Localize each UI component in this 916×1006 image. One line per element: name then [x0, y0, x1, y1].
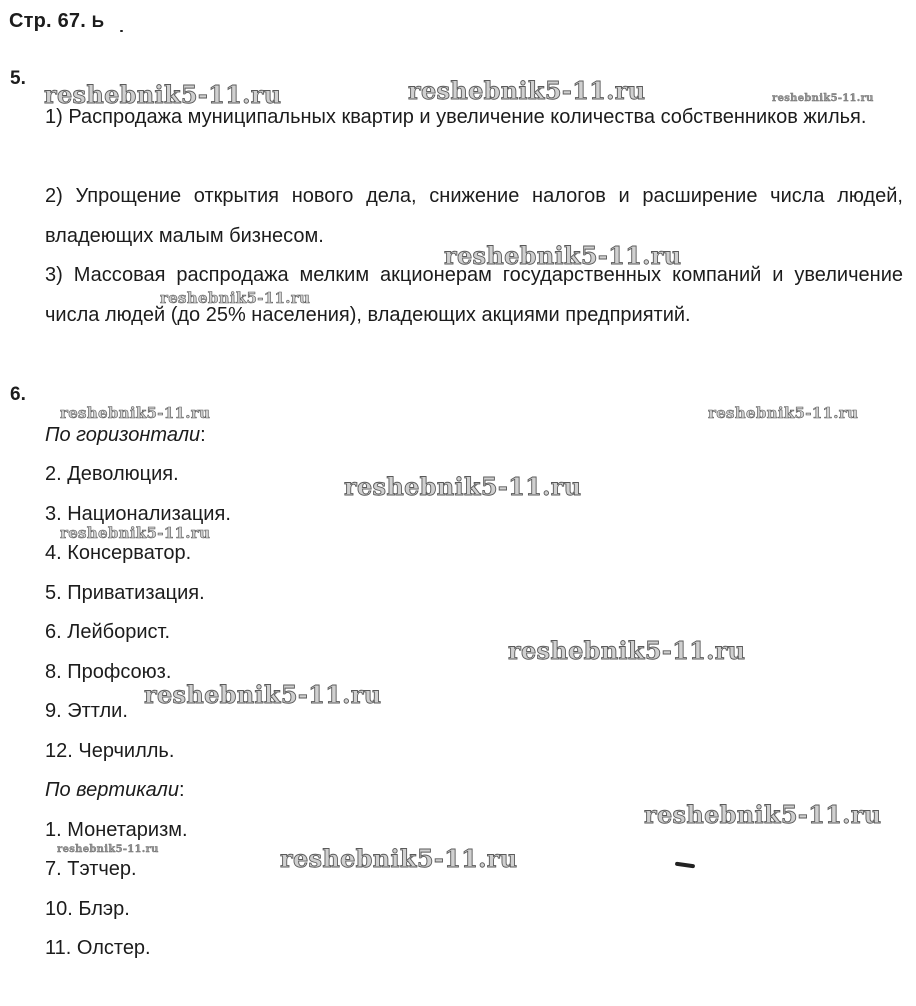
answer-5-item-1: 1) Распродажа муниципальных квартир и увеличение количества собственников жилья. [45, 106, 867, 128]
watermark: reshebnik5-11.ru [772, 93, 874, 104]
horizontal-answer: 12. Черчилль. [45, 740, 175, 762]
watermark: reshebnik5-11.ru [57, 844, 159, 855]
watermark: reshebnik5-11.ru [144, 680, 382, 709]
page-header: Стр. 67. Ь [9, 10, 105, 32]
horizontal-answer: 9. Эттли. [45, 700, 128, 722]
vertical-answer: 10. Блэр. [45, 898, 130, 920]
watermark: reshebnik5-11.ru [508, 636, 746, 665]
horizontal-answer: 3. Национализация. [45, 503, 231, 525]
answer-5-item-2: 2) Упрощение открытия нового дела, снижение налогов и расширение числа людей, владеющих малым бизнесом. [45, 185, 903, 247]
question-5-number: 5. [10, 68, 26, 89]
horizontal-answer: 2. Деволюция. [45, 463, 179, 485]
vertical-heading: По вертикали: [45, 779, 185, 801]
vertical-answer: 7. Тэтчер. [45, 858, 137, 880]
answer-5-item-3: 3) Массовая распродажа мелким акционерам государственных компаний и увеличение числа людей (до 25% населения), владеющих акциями предприятий. [45, 264, 903, 326]
watermark: reshebnik5-11.ru [60, 404, 211, 422]
scan-mark [675, 862, 695, 869]
watermark: reshebnik5-11.ru [708, 404, 859, 422]
watermark: reshebnik5-11.ru [444, 241, 682, 270]
horizontal-heading: По горизонтали: [45, 424, 206, 446]
horizontal-answer: 5. Приватизация. [45, 582, 205, 604]
watermark: reshebnik5-11.ru [408, 76, 646, 105]
watermark: reshebnik5-11.ru [280, 844, 518, 873]
watermark: reshebnik5-11.ru [644, 800, 882, 829]
watermark: reshebnik5-11.ru [44, 80, 282, 109]
question-6-number: 6. [10, 384, 26, 405]
horizontal-answer: 8. Профсоюз. [45, 661, 172, 683]
watermark: reshebnik5-11.ru [60, 524, 211, 542]
horizontal-answer: 6. Лейборист. [45, 621, 171, 643]
vertical-answer: 1. Монетаризм. [45, 819, 188, 841]
scan-mark [120, 30, 123, 32]
vertical-answer: 11. Олстер. [45, 937, 151, 959]
watermark: reshebnik5-11.ru [344, 472, 582, 501]
horizontal-answer: 4. Консерватор. [45, 542, 192, 564]
watermark: reshebnik5-11.ru [160, 289, 311, 307]
